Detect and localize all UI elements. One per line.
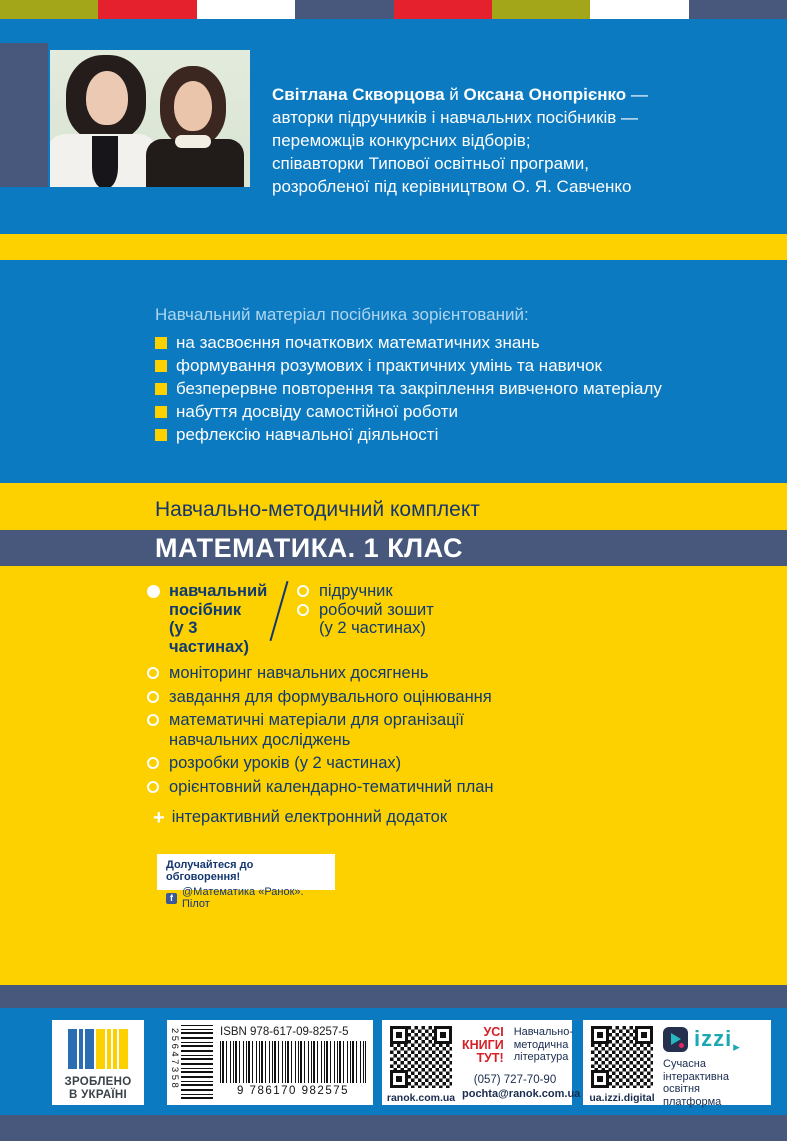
ring-bullet-icon bbox=[297, 585, 309, 597]
decorative-slate-block bbox=[0, 43, 48, 187]
feature-item-label: набуття досвіду самостійної роботи bbox=[176, 402, 458, 421]
authors-conjunction: й bbox=[444, 85, 464, 104]
side-barcode bbox=[181, 1025, 213, 1099]
ean-digits: 9 786170 982575 bbox=[236, 1085, 350, 1097]
feature-item-label: безперервне повторення та закріплення вивченого матеріалу bbox=[176, 379, 662, 398]
author-name-2: Оксана Онопрієнко bbox=[463, 85, 627, 104]
strip-block-2 bbox=[98, 0, 196, 19]
kit-alt-note: (у 2 частинах) bbox=[319, 619, 426, 637]
made-in-line: В УКРАЇНІ bbox=[68, 1088, 127, 1101]
feature-item-label: рефлексію навчальної діяльності bbox=[176, 425, 439, 444]
izzi-website[interactable]: ua.izzi.digital bbox=[589, 1092, 655, 1104]
ring-bullet-icon bbox=[147, 667, 159, 679]
izzi-logo-row bbox=[663, 1026, 769, 1052]
ring-bullet-icon bbox=[297, 604, 309, 616]
tagline-line: інтерактивна bbox=[663, 1070, 729, 1083]
ranok-category bbox=[514, 1026, 573, 1065]
kit-alt-item bbox=[297, 582, 434, 601]
slogan-line: КНИГИ bbox=[462, 1038, 504, 1052]
made-in-line: ЗРОБЛЕНО bbox=[64, 1076, 132, 1088]
ean-barcode bbox=[220, 1041, 366, 1083]
category-line: методична bbox=[513, 1038, 569, 1051]
feature-item-label: формування розумових і практичних умінь та навичок bbox=[176, 356, 602, 375]
isbn-barcode-card bbox=[167, 1020, 373, 1105]
strip-block-8 bbox=[689, 0, 787, 19]
kit-plus-label: інтерактивний електронний додаток bbox=[171, 808, 448, 826]
kit-plus-row bbox=[147, 808, 707, 827]
izzi-qr-code[interactable] bbox=[591, 1026, 653, 1088]
feature-item bbox=[155, 357, 747, 374]
decorative-color-strip bbox=[0, 0, 787, 19]
facebook-handle[interactable]: @Математика «Ранок». Пілот bbox=[182, 886, 304, 910]
kit-alt-item bbox=[297, 601, 434, 620]
ring-bullet-icon bbox=[147, 757, 159, 769]
category-line: література bbox=[513, 1051, 569, 1063]
kit-item-label: моніторинг навчальних досягнень bbox=[169, 664, 429, 682]
izzi-tagline bbox=[663, 1058, 769, 1108]
photo-figure-face bbox=[86, 71, 128, 125]
footer-slate-band-top bbox=[0, 985, 787, 1008]
kit-item-label: розробки уроків (у 2 частинах) bbox=[169, 754, 402, 772]
slogan-line: УСІ bbox=[483, 1025, 504, 1039]
facebook-callout-title: Долучайтеся до обговорення! bbox=[166, 859, 254, 883]
kit-section bbox=[147, 582, 707, 827]
feature-item bbox=[155, 403, 747, 420]
authors-dash: — bbox=[626, 85, 648, 104]
facebook-callout bbox=[157, 854, 335, 910]
footer-slate-band-bottom bbox=[0, 1115, 787, 1141]
photo-figure-detail bbox=[175, 135, 211, 148]
ranok-contact-card bbox=[382, 1020, 581, 1105]
plus-icon: + bbox=[153, 806, 165, 829]
bullet-square-icon bbox=[155, 337, 167, 349]
ranok-slogan bbox=[462, 1026, 504, 1065]
kit-item-label: завдання для формувального оцінювання bbox=[169, 687, 492, 706]
kit-item-label: математичні матеріали для організації bbox=[169, 711, 464, 729]
feature-item bbox=[155, 380, 747, 397]
ring-bullet-icon bbox=[147, 714, 159, 726]
made-in-ukraine-logo bbox=[52, 1029, 144, 1069]
kit-item-label: орієнтовний календарно-тематичний план bbox=[169, 777, 494, 796]
izzi-wordmark: izzi bbox=[694, 1026, 733, 1051]
kit-list-item bbox=[147, 711, 707, 730]
authors-bio bbox=[272, 83, 772, 198]
ranok-qr-code[interactable] bbox=[390, 1026, 452, 1088]
ranok-website[interactable]: ranok.com.ua bbox=[386, 1092, 456, 1104]
facebook-icon: f bbox=[166, 893, 177, 904]
bullet-square-icon bbox=[155, 406, 167, 418]
bullet-square-icon bbox=[155, 360, 167, 372]
strip-block-1 bbox=[0, 0, 98, 19]
feature-item bbox=[155, 426, 747, 443]
title-band bbox=[0, 530, 787, 566]
strip-block-6 bbox=[492, 0, 590, 19]
made-in-ukraine-badge bbox=[52, 1020, 144, 1105]
tagline-line: освітня bbox=[663, 1083, 700, 1095]
made-in-ukraine-text bbox=[52, 1076, 144, 1101]
strip-block-3 bbox=[197, 0, 295, 19]
ranok-email[interactable]: pochta@ranok.com.ua bbox=[462, 1088, 581, 1100]
kit-list-item bbox=[147, 754, 707, 773]
features-section bbox=[0, 260, 787, 483]
bio-line: переможців конкурсних відборів; bbox=[272, 131, 531, 150]
feature-item bbox=[155, 334, 747, 351]
author-name-1: Світлана Скворцова bbox=[272, 85, 445, 104]
kit-primary-row bbox=[147, 582, 707, 656]
kit-primary-line: (у 3 частинах) bbox=[169, 619, 249, 656]
header-section bbox=[0, 19, 787, 234]
photo-figure-detail bbox=[92, 136, 118, 187]
divider-stripe bbox=[0, 234, 787, 260]
order-code: 25647358 bbox=[169, 1028, 180, 1091]
tagline-line: Сучасна bbox=[663, 1058, 706, 1070]
pink-dot-icon bbox=[679, 1043, 684, 1048]
slash-divider-icon bbox=[261, 582, 297, 656]
bullet-square-icon bbox=[155, 383, 167, 395]
kit-primary-item bbox=[169, 582, 268, 656]
bullet-square-icon bbox=[155, 429, 167, 441]
kit-alternatives bbox=[297, 582, 434, 656]
ring-bullet-icon bbox=[147, 781, 159, 793]
bio-line-names bbox=[272, 83, 772, 106]
kit-components-list bbox=[147, 664, 707, 796]
slogan-line: ТУТ! bbox=[476, 1051, 504, 1065]
strip-block-5 bbox=[394, 0, 492, 19]
izzi-arrow-icon: ▸ bbox=[733, 1039, 740, 1054]
footer bbox=[0, 1008, 787, 1115]
kit-primary-line: посібник bbox=[169, 600, 242, 619]
strip-block-4 bbox=[295, 0, 393, 19]
bio-line: авторки підручників і навчальних посібників — bbox=[272, 108, 638, 127]
kit-list-item bbox=[147, 688, 707, 707]
strip-block-7 bbox=[590, 0, 688, 19]
kit-list-item bbox=[147, 778, 707, 797]
facebook-handle-row[interactable] bbox=[166, 886, 326, 910]
kit-kicker: Навчально-методичний комплект bbox=[155, 498, 480, 521]
bio-line: співавторки Типової освітньої програми, bbox=[272, 154, 589, 173]
photo-figure-face bbox=[174, 81, 212, 131]
category-line: Навчально- bbox=[513, 1026, 573, 1038]
book-title: МАТЕМАТИКА. 1 КЛАС bbox=[155, 533, 463, 563]
kit-primary-line: навчальний bbox=[169, 582, 268, 600]
authors-photo bbox=[50, 50, 250, 187]
ranok-phone: (057) 727-70-90 bbox=[473, 1074, 557, 1086]
bio-line: розробленої під керівництвом О. Я. Савченко bbox=[272, 177, 632, 196]
kit-list-item bbox=[147, 664, 707, 683]
izzi-logo bbox=[663, 1027, 688, 1052]
isbn-number: ISBN 978-617-09-8257-5 bbox=[220, 1026, 349, 1038]
features-heading: Навчальний матеріал посібника зорієнтований: bbox=[155, 305, 529, 324]
kit-alt-label: робочий зошит bbox=[319, 600, 434, 619]
ring-bullet-icon bbox=[147, 691, 159, 703]
izzi-card bbox=[583, 1020, 771, 1108]
feature-item-label: на засвоєння початкових математичних знань bbox=[176, 333, 540, 352]
filled-dot-icon bbox=[147, 585, 160, 598]
tagline-line: платформа bbox=[663, 1095, 722, 1108]
kit-alt-label: підручник bbox=[319, 582, 393, 600]
kit-item-continuation: навчальних досліджень bbox=[169, 730, 351, 749]
